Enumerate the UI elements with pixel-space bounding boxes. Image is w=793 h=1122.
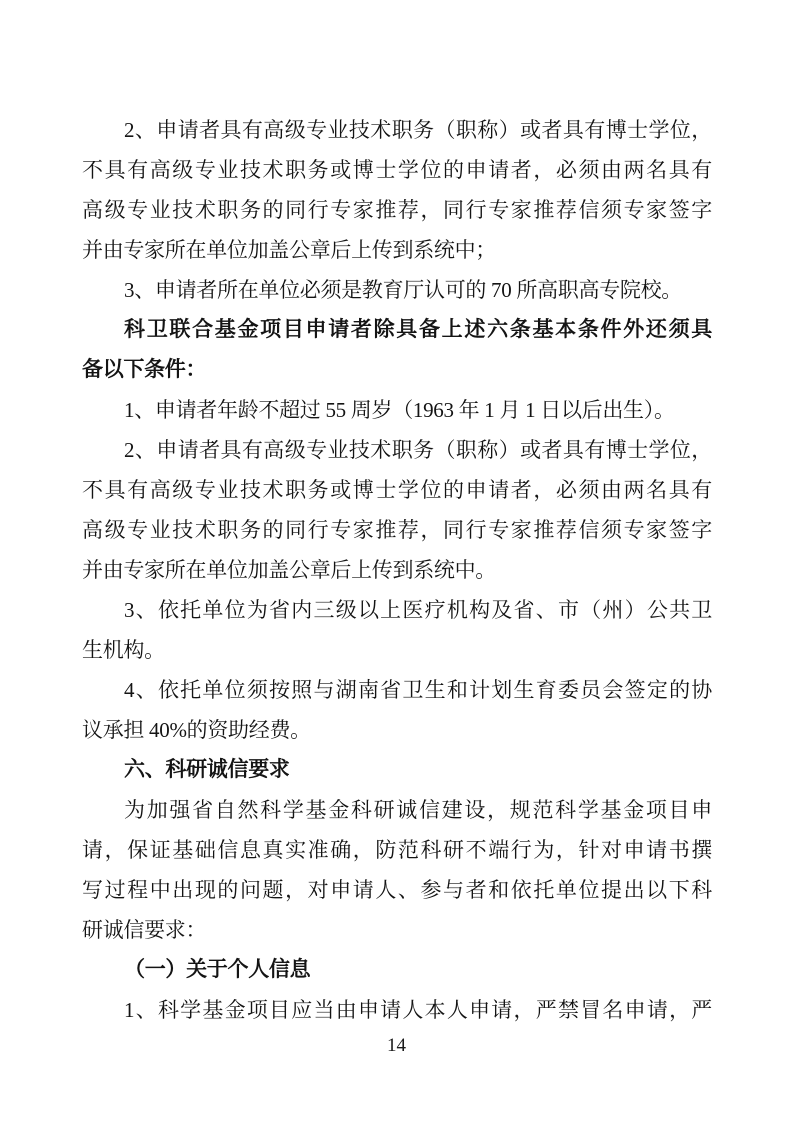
page-number: 14 (387, 1035, 406, 1056)
joint-fund-requirements-heading: 科卫联合基金项目申请者除具备上述六条基本条件外还须具 (124, 318, 712, 341)
document-body (82, 110, 712, 1030)
paragraph-line: 高级专业技术职务的同行专家推荐，同行专家推荐信须专家签字 (82, 198, 712, 222)
paragraph-line: 1、申请者年龄不超过 55 周岁（1963 年 1 月 1 日以后出生）。 (124, 398, 675, 422)
paragraph-line: 请，保证基础信息真实准确，防范科研不端行为，针对申请书撰 (82, 838, 712, 862)
paragraph-line: 写过程中出现的问题，对申请人、参与者和依托单位提出以下科 (82, 878, 712, 902)
paragraph-line: 3、依托单位为省内三级以上医疗机构及省、市（州）公共卫 (124, 598, 712, 622)
section-heading-research-integrity: 六、科研诚信要求 (124, 758, 290, 781)
paragraph-line: 为加强省自然科学基金科研诚信建设，规范科学基金项目申 (124, 798, 712, 822)
paragraph-line: 4、依托单位须按照与湖南省卫生和计划生育委员会签定的协 (124, 678, 712, 702)
paragraph-line: 生机构。 (82, 638, 165, 662)
paragraph-line: 并由专家所在单位加盖公章后上传到系统中； (82, 238, 496, 262)
paragraph-line: 高级专业技术职务的同行专家推荐，同行专家推荐信须专家签字 (82, 518, 712, 542)
paragraph-line: 研诚信要求： (82, 918, 207, 942)
paragraph-line: 并由专家所在单位加盖公章后上传到系统中。 (82, 558, 496, 582)
joint-fund-requirements-heading: 备以下条件： (82, 358, 207, 381)
paragraph-line: 2、申请者具有高级专业技术职务（职称）或者具有博士学位， (124, 118, 712, 142)
paragraph-line: 不具有高级专业技术职务或博士学位的申请者，必须由两名具有 (82, 158, 712, 182)
paragraph-line: 2、申请者具有高级专业技术职务（职称）或者具有博士学位， (124, 438, 712, 462)
paragraph-line: 议承担 40%的资助经费。 (82, 718, 311, 742)
paragraph-line: 1、科学基金项目应当由申请人本人申请，严禁冒名申请，严 (124, 998, 712, 1022)
paragraph-line: 不具有高级专业技术职务或博士学位的申请者，必须由两名具有 (82, 478, 712, 502)
paragraph-line: 3、申请者所在单位必须是教育厅认可的 70 所高职高专院校。 (124, 278, 682, 302)
subsection-heading-personal-info: （一）关于个人信息 (124, 958, 311, 981)
